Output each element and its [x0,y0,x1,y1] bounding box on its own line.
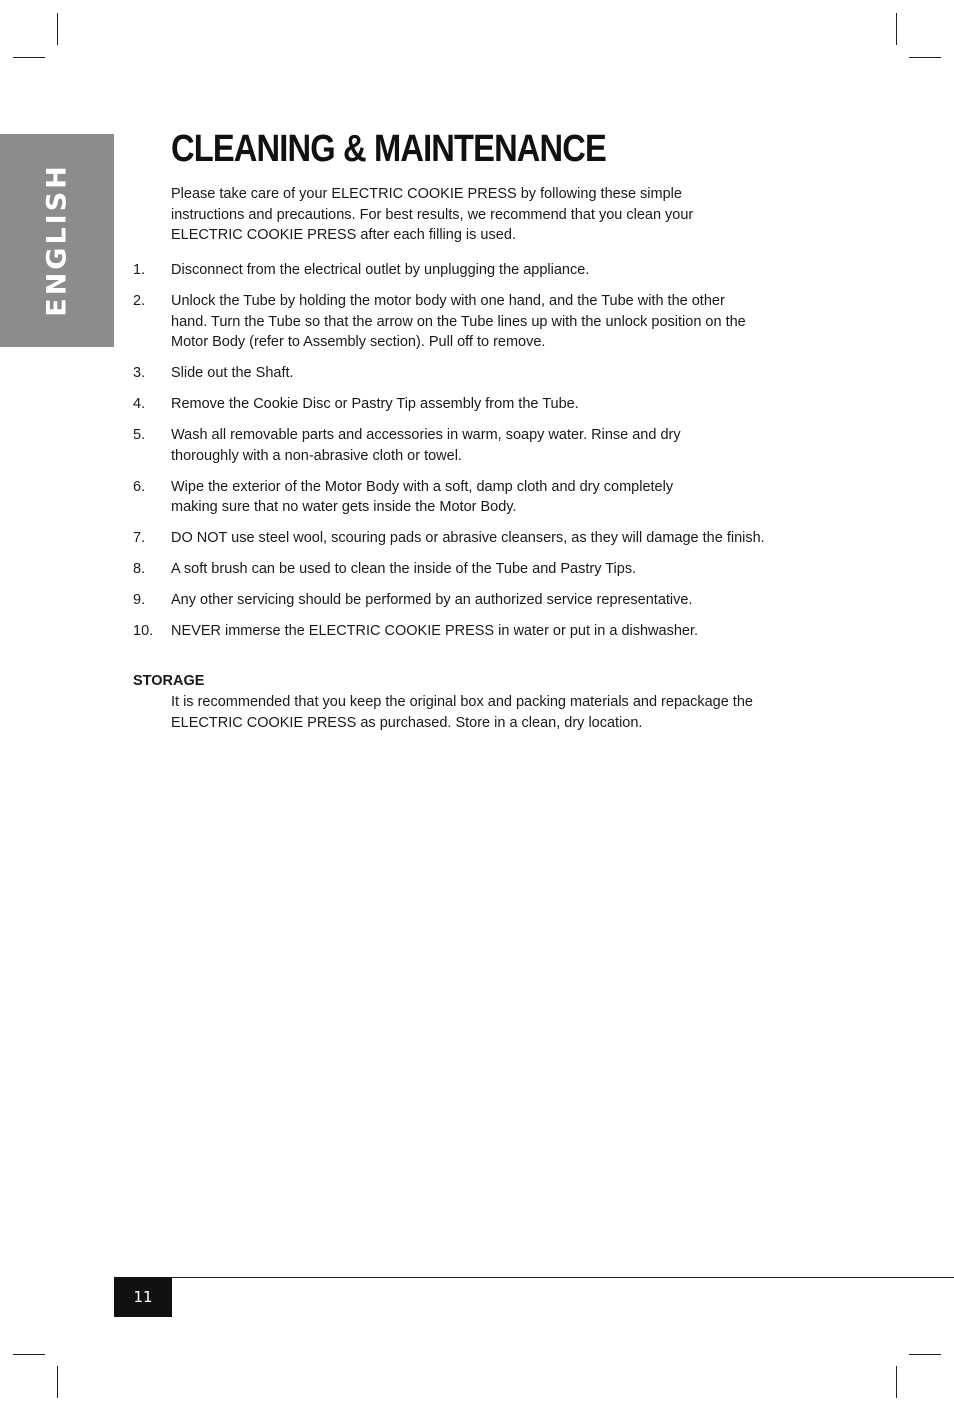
language-tab [0,134,114,347]
crop-mark-bottom-right-vertical [896,1366,897,1398]
crop-mark-top-left-vertical [57,13,58,45]
step-text: NEVER immerse the ELECTRIC COOKIE PRESS in water or put in a dishwasher. [171,623,699,639]
page-title: CLEANING & MAINTENANCE [171,128,606,170]
step-number: 5. [133,427,146,443]
step-text: Any other servicing should be performed by an authorized service representative. [171,592,693,608]
storage-heading: STORAGE [133,673,205,689]
step-text: Slide out the Shaft. [171,365,294,381]
crop-mark-top-right-horizontal [909,57,941,58]
cleaning-steps-list [133,260,833,652]
list-item [133,425,701,466]
crop-mark-bottom-left-vertical [57,1366,58,1398]
step-number: 6. [133,478,146,495]
step-number: 3. [133,365,146,381]
step-number: 2. [133,293,146,309]
list-item [133,590,833,611]
list-item [133,291,751,353]
step-number: 10. [133,623,154,639]
list-item [133,559,833,580]
page-number-box [114,1277,172,1317]
page-number: 11 [133,1288,153,1306]
language-label: ENGLISH [41,163,73,317]
list-item [133,394,833,415]
step-text: A soft brush can be used to clean the inside of the Tube and Pastry Tips. [171,561,637,577]
list-item [133,621,833,642]
crop-mark-top-right-vertical [896,13,897,45]
list-item [133,363,833,384]
list-item [133,477,691,518]
step-number: 7. [133,530,146,546]
step-text: Unlock the Tube by holding the motor body with one hand, and the Tube with the other hand. Turn the Tube so that the arrow on the Tube lines up with the unlock position on the Motor Body (refer to Assembly section). Pull off to remove. [171,293,746,350]
crop-mark-bottom-right-horizontal [909,1354,941,1355]
storage-paragraph: It is recommended that you keep the original box and packing materials and repackage the ELECTRIC COOKIE PRESS as purchased. Store in a clean, dry location. [171,694,753,731]
crop-mark-top-left-horizontal [13,57,45,58]
footer-divider [114,1277,954,1278]
step-text: Disconnect from the electrical outlet by unplugging the appliance. [171,262,590,278]
step-number: 8. [133,561,146,577]
list-item [133,260,833,281]
step-text: Remove the Cookie Disc or Pastry Tip assembly from the Tube. [171,396,579,412]
intro-paragraph: Please take care of your ELECTRIC COOKIE PRESS by following these simple instructions and precautions. For best results, we recommend that you clean your ELECTRIC COOKIE PRESS after each filling is used. [171,186,694,243]
step-number: 4. [133,396,146,412]
crop-mark-bottom-left-horizontal [13,1354,45,1355]
step-number: 1. [133,262,146,278]
step-text: Wipe the exterior of the Motor Body with a soft, damp cloth and dry completely making sure that no water gets inside the Motor Body. [171,478,674,515]
step-number: 9. [133,592,146,608]
step-text: DO NOT use steel wool, scouring pads or abrasive cleansers, as they will damage the finish. [171,530,765,546]
step-text: Wash all removable parts and accessories in warm, soapy water. Rinse and dry thoroughly with a non-abrasive cloth or towel. [171,427,681,464]
list-item [133,528,891,549]
